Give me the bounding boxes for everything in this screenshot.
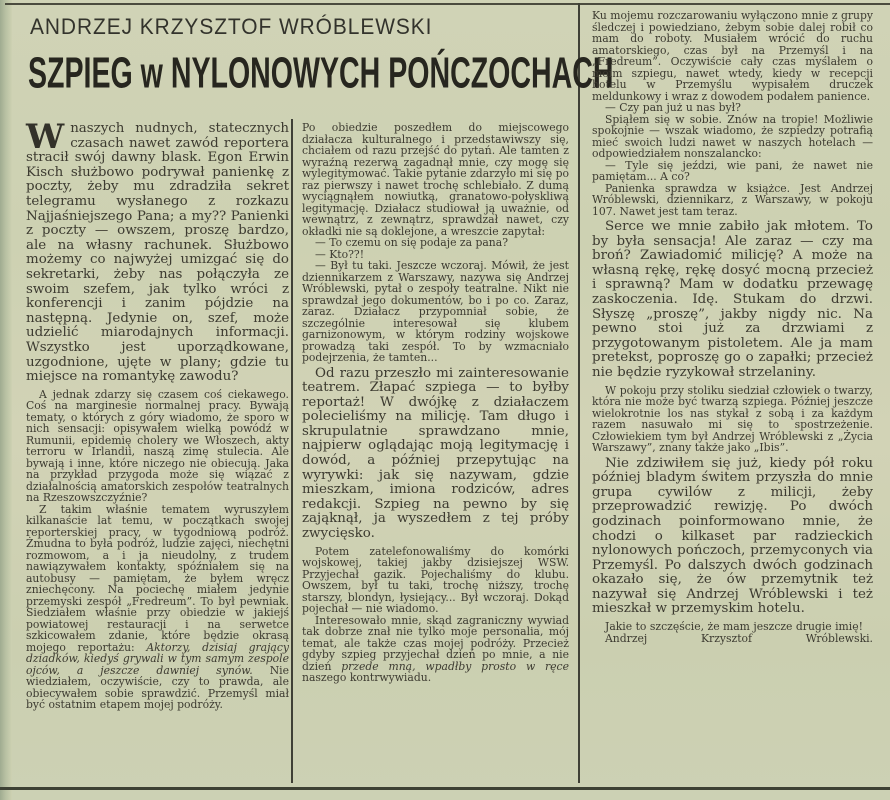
paragraph-emphasis: Nie zdziwiłem się już, kiedy pół roku później bladym świtem przyszła do mnie grupa cywilów z milicji, żeby przeprowadzić rewizję. Po dwóch godzinach poinformowano mnie, że chodzi o kilkaset par radzieckich nylonowych pończoch, przemyconych via Przemyśl. Po dalszych dwóch godzinach okazało się, że ów przemytnik też nazywał się Andrzej Wróblewski i też mieszkał w przemyskim hotelu. [592,455,873,617]
author-name: ANDRZEJ KRZYSZTOF WRÓBLEWSKI [30,14,433,39]
paragraph: Potem zatelefonowaliśmy do komórki wojskowej, takiej jakby dzisiejszej WSW. Przyjechał gazik. Pojechaliśmy do klubu. Owszem, był tu taki, trochę niższy, trochę starszy, blondyn, łysiejący... Był wczoraj. Dokąd pojechał — nie wiadomo. [302,544,569,616]
bottom-rule [0,787,890,790]
paragraph-text: naszego kontrwywiadu. [302,671,432,685]
paragraph-text: Z takim właśnie tematem wyruszyłem kilkanaście lat temu, w początkach swojej reporterskiej pracy, w tygodniową podróż. Żmudna to była podróż, ludzie zajęci, niechętni rozmowom, a i ja nieudolny, z trudem nawiązywałem kontakty, spóźniałem się na autobusy — pamiętam, że byłem wręcz zniechęcony. Na pociechę miałem jedynie przemyski zespół „Fredreum”. To był pewniak. Siedziałem właśnie przy obiedzie w jakiejś powiatowej restauracji i na serwetce szkicowałem zdanie, które będzie okrasą mojego reportażu: [26,502,289,654]
paragraph: Ku mojemu rozczarowaniu wyłączono mnie z grupy śledczej i powiedziano, żebym sobie dalej robił co mam do roboty. Musiałem wrócić do ruchu amatorskiego, czas był na Przemyśl i na „Fredreum”. Oczywiście cały czas myślałem o moim szpiegu, nawet wtedy, kiedy w recepcji hotelu w Przemyślu wypisałem druczek meldunkowy i wraz z dowodem podałem panience. [592,9,873,103]
paragraph: Jakie to szczęście, że mam jeszcze drugie imię! [605,620,863,634]
dialog-line: — Był tu taki. Jeszcze wczoraj. Mówił, że jest dziennikarzem z Warszawy, nazywa się Andrzej Wróblewski, pytał o zespoły teatralne. Nikt nie sprawdzał jego dokumentów, bo i po co. Zaraz, zaraz. Działacz przypomniał sobie, że szczególnie interesował się klubem garnizonowym, w którym rodziny wojskowe prowadzą taki zespół. To by wzmacniało podejrzenia, że tamten... [302,259,569,364]
paragraph-text: naszych nudnych, statecznych czasach nawet zawód reportera stracił swój dawny blask. Egon Erwin Kisch służbowo podrywał panienkę z poczty, żeby mu zdradziła sekret telegramu wysłanego z rozkazu Najjaśniejszego Pana; a my?? Panienki z poczty — owszem, proszę bardzo, ale na własny rachunek. Służbowo możemy co najwyżej umizgać się do sekretarki, żeby nas połączyła ze swoim szefem, jak tylko wróci z konferencji i zanim pójdzie na następną. Jedynie on, szef, może udzielić miarodajnych informacji. Wszystko jest uporządkowane, uzgodnione, ujęte w plany; gdzie tu miejsce na romantykę zawodu? [26,121,289,385]
dialog-line: — Czy pan już u nas był? [605,101,741,114]
paragraph: W pokoju przy stoliku siedział człowiek o twarzy, która nie może być twarzą szpiega. Później jeszcze wielokrotnie los nas stykał z sobą i za każdym razem nasuwało mi się to spostrzeżenie. Człowiekiem tym był Andrzej Wróblewski z „Życia Warszawy”, znany także jako „Ibis”. [592,383,873,455]
paragraph: A jednak zdarzy się czasem coś ciekawego. Coś na marginesie normalnej pracy. Bywają tematy, o których z góry wiadomo, że sporo w nich sensacji: opisywałem wielką powódź w Rumunii, epidemię cholery we Włoszech, akty terroru w Irlandii, naszą zimę stulecia. Ale bywają i inne, które niczego nie obiecują. Jaka na przykład przygoda może się wiązać z działalnością amatorskich zespołów teatralnych na Rzeszowszczyźnie? [26,387,289,505]
paragraph-emphasis: Od razu przeszło mi zainteresowanie teatrem. Złapać szpiega — to byłby reportaż! W dwójkę z działaczem polecieliśmy na milicję. Tam długo i skrupulatnie sprawdzano mnie, najpierw oglądając moją legitymację i dowód, a później przepytując na wyrywki: jak się nazywam, gdzie mieszkam, imiona rodziców, adres redakcji. Szpieg na pewno by się zająknął, ja wyszedłem z tej próby zwycięsko. [302,365,569,542]
dialog-line: — Tyle się jeździ, wie pani, że nawet nie pamiętam... A co? [592,158,873,183]
paragraph: Spiąłem się w sobie. Znów na tropie! Możliwie spokojnie — wszak wiadomo, że szpiedzy potrafią mieć swoich ludzi nawet w naszych hotelach — odpowiedziałem nonszalancko: [592,112,873,160]
italic-phrase: przede mną, wpadłby prosto w ręce [341,659,569,673]
paper-left-edge [0,0,12,800]
column-divider-1 [291,119,293,783]
dialog-line: — Kto??! [315,247,365,261]
paragraph-text: Interesowało mnie, skąd zagraniczny wywiad tak dobrze znał nie tylko moje personalia, mój temat, ale także czas mojej podróży. Przecież gdyby szpieg przyjechał dzień po mnie, a nie dzień [302,613,569,673]
paragraph-opening [26,117,289,385]
paragraph: Panienka sprawdza w książce. Jest Andrzej Wróblewski, dziennikarz, z Warszawy, w pokoju 107. Nawet jest tam teraz. [592,181,873,218]
column-2 [302,122,569,684]
column-1 [26,117,290,712]
dialog-line: — To czemu on się podaje za pana? [315,236,508,249]
article-title: SZPIEG w NYLONOWYCH POŃCZOCHACH [28,48,614,97]
italic-quote: Aktorzy, dzisiaj grający dziadków, kiedyś grywali w tym samym zespole ojców, a jeszcze dawniej synów. [26,640,290,677]
paragraph-text: Nie wiedziałem, oczywiście, czy to prawda, ale obiecywałem sobie sprawdzić. Przemyśl miał być ostatnim etapem mojej podróży. [26,663,289,712]
column-divider-2 [578,3,580,783]
top-rule [5,3,890,5]
column-3 [592,10,873,644]
paragraph-emphasis: Serce we mnie zabiło jak młotem. To by była sensacja! Ale zaraz — czy ma broń? Zawiadomić milicję? A może na własną rękę, rękę dosyć mocną przecież i sprawną? Mam w dodatku przewagę zaskoczenia. Idę. Stukam do drzwi. Słyszę „proszę”, jakby nigdy nic. Na pewno stoi już za drzwiami z przygotowanym pistoletem. Ale ja mam pretekst, poproszę go o zapałki; przecież nie będzie ryzykował strzelaniny. [592,219,873,380]
paragraph: Po obiedzie poszedłem do miejscowego działacza kulturalnego i przedstawiwszy się, chciałem od razu przejść do pytań. Ale tamten z wyraźną rezerwą zagadnął mnie, czy mogę się wylegitymować. Takie pytanie zdarzyło mi się po raz pierwszy i nawet trochę schlebiało. Z dumą wyciągnąłem nowiutką, granatowo-połyskliwą legitymację. Działacz studiował ją uważnie, od wewnątrz, z zewnątrz, sprawdzał nawet, czy okładki nie są doklejone, a wreszcie zapytał: [302,121,569,238]
paragraph [26,504,289,711]
paragraph [302,615,569,684]
drop-cap: W [26,117,65,157]
author-signature: Andrzej Krzysztof Wróblewski. [605,631,873,645]
